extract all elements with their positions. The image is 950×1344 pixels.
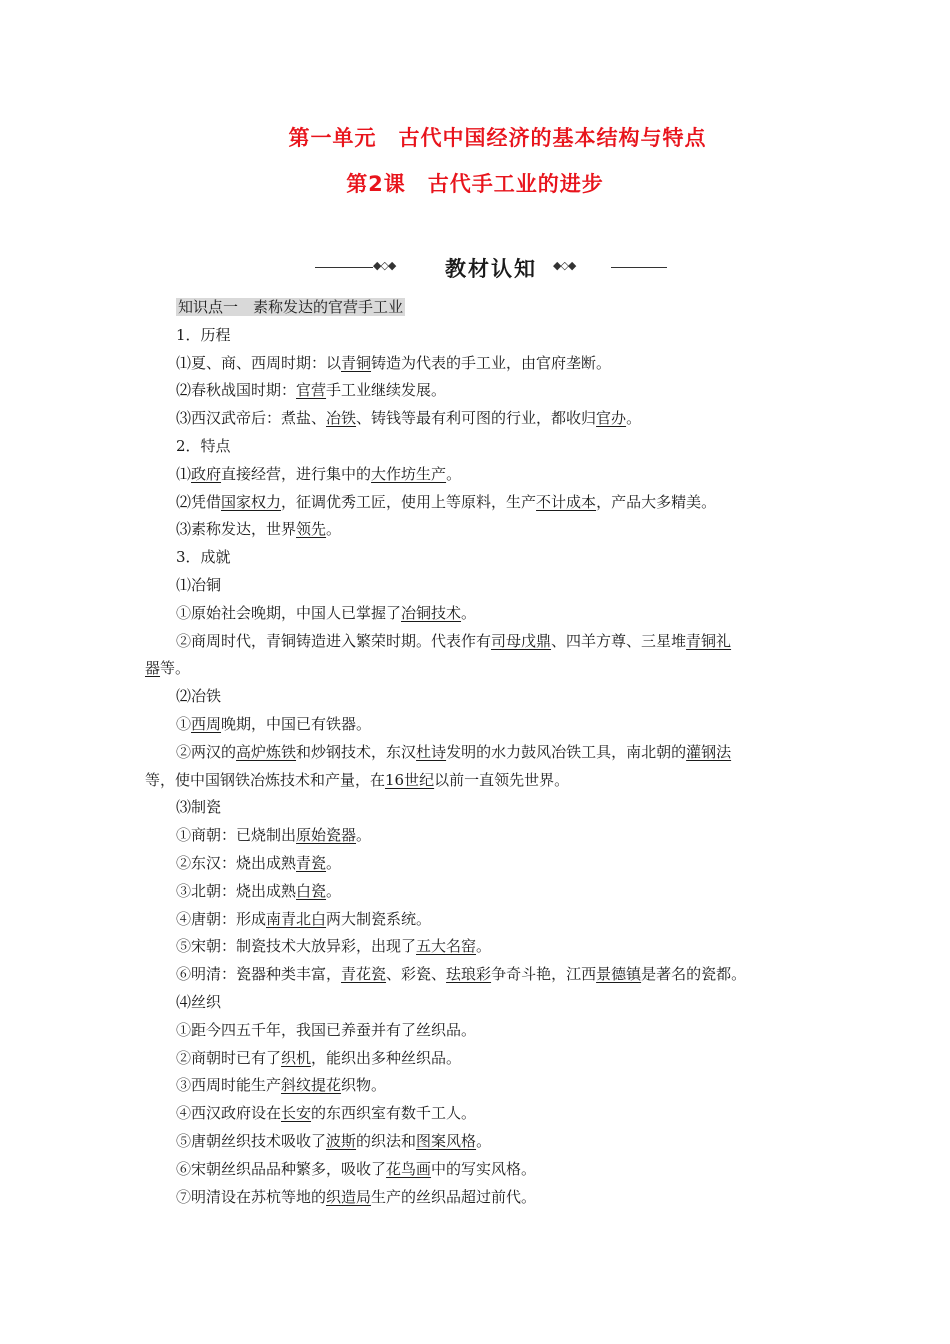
text-line <box>176 1187 536 1207</box>
text-segment: 的东西织室有数千工人。 <box>311 1104 477 1122</box>
text-line <box>176 936 491 956</box>
answer-blank: 图案风格 <box>416 1132 477 1150</box>
text-line <box>176 1159 536 1179</box>
text-line <box>176 992 221 1012</box>
text-segment: 。 <box>326 520 342 538</box>
answer-blank: 器 <box>145 659 161 677</box>
text-segment: ②东汉：烧出成熟 <box>176 854 297 872</box>
text-segment: 。 <box>326 854 342 872</box>
text-segment: ④唐朝：形成 <box>176 910 267 928</box>
answer-blank: 高炉炼铁 <box>236 743 297 761</box>
answer-blank: 灌钢法 <box>686 743 732 761</box>
text-line <box>176 714 371 734</box>
text-segment: ⑥宋朝丝织品品种繁多，吸收了 <box>176 1160 387 1178</box>
text-segment: ① <box>176 715 192 733</box>
text-segment: 的织法和 <box>356 1132 417 1150</box>
section-banner <box>313 252 669 282</box>
banner-left-rule <box>315 267 373 268</box>
text-segment: ③北朝：烧出成熟 <box>176 882 297 900</box>
text-segment: 。 <box>476 1132 492 1150</box>
text-segment: ①原始社会晚期，中国人已掌握了 <box>176 604 402 622</box>
text-line <box>176 436 231 456</box>
text-segment: ⑴冶铜 <box>176 576 222 594</box>
answer-blank: 花鸟画 <box>386 1160 432 1178</box>
answer-blank: 西周 <box>191 715 222 733</box>
text-segment: ②商朝时已有了 <box>176 1049 282 1067</box>
text-line <box>176 909 431 929</box>
answer-blank: 16世纪 <box>385 771 435 789</box>
text-segment: ⑤唐朝丝织技术吸收了 <box>176 1132 327 1150</box>
text-segment: 是著名的瓷都。 <box>641 965 747 983</box>
text-segment: ①商朝：已烧制出 <box>176 826 297 844</box>
answer-blank: 南青北白 <box>266 910 327 928</box>
text-line <box>176 631 731 651</box>
text-line <box>176 853 341 873</box>
section-heading: 知识点一 素称发达的官营手工业 <box>178 298 404 316</box>
banner-right-ornament-icon: ◆◇◆ <box>553 259 576 272</box>
answer-blank: 织造局 <box>326 1188 372 1206</box>
text-segment: 两大制瓷系统。 <box>326 910 432 928</box>
answer-blank: 斜纹提花 <box>281 1076 342 1094</box>
text-segment: 以前一直领先世界。 <box>434 771 570 789</box>
text-line <box>176 575 221 595</box>
answer-blank: 冶铜技术 <box>401 604 462 622</box>
text-segment: ⑵冶铁 <box>176 687 222 705</box>
text-segment: 手工业继续发展。 <box>326 381 447 399</box>
text-line <box>176 603 476 623</box>
answer-blank: 青铜礼 <box>686 632 732 650</box>
text-line <box>176 547 231 567</box>
text-line <box>176 1103 476 1123</box>
answer-blank: 五大名窑 <box>416 937 477 955</box>
text-line <box>176 881 341 901</box>
text-segment: 。 <box>461 604 477 622</box>
answer-blank: 政府 <box>191 465 222 483</box>
text-segment: ⑶西汉武帝后：煮盐、 <box>176 409 327 427</box>
answer-blank: 青铜 <box>341 354 372 372</box>
text-segment: ⑵凭借 <box>176 493 222 511</box>
text-line <box>176 408 641 428</box>
text-segment: 。 <box>356 826 372 844</box>
text-line <box>176 825 371 845</box>
text-segment: 。 <box>626 409 642 427</box>
text-segment: 直接经营，进行集中的 <box>221 465 372 483</box>
text-segment: ，能织出多种丝织品。 <box>311 1049 462 1067</box>
text-line <box>145 770 569 790</box>
answer-blank: 冶铁 <box>326 409 357 427</box>
banner-label: 教材认知 <box>445 257 537 281</box>
text-segment: 发明的水力鼓风冶铁工具，南北朝的 <box>446 743 687 761</box>
text-segment: 1．历程 <box>176 326 231 344</box>
text-segment: ⑤宋朝：制瓷技术大放异彩，出现了 <box>176 937 417 955</box>
answer-blank: 国家权力 <box>221 493 282 511</box>
text-segment: ，征调优秀工匠，使用上等原料，生产 <box>281 493 537 511</box>
text-line <box>176 1048 461 1068</box>
text-segment: ⑷丝织 <box>176 993 222 1011</box>
text-segment: 中的写实风格。 <box>431 1160 537 1178</box>
answer-blank: 珐琅彩 <box>446 965 492 983</box>
answer-blank: 杜诗 <box>416 743 447 761</box>
text-segment: ⑶制瓷 <box>176 798 222 816</box>
text-segment: 、铸钱等最有利可图的行业，都收归 <box>356 409 597 427</box>
text-line <box>176 519 341 539</box>
text-line <box>176 742 731 762</box>
answer-blank: 景德镇 <box>596 965 642 983</box>
answer-blank: 大作坊生产 <box>371 465 447 483</box>
text-line <box>176 297 405 317</box>
text-segment: 和炒钢技术，东汉 <box>296 743 417 761</box>
text-segment: 织物。 <box>341 1076 387 1094</box>
lesson-title: 第2课 古代手工业的进步 <box>346 172 604 196</box>
text-segment: ⑶素称发达，世界 <box>176 520 297 538</box>
text-segment: ，产品大多精美。 <box>596 493 717 511</box>
text-line <box>145 658 190 678</box>
text-segment: 2．特点 <box>176 437 231 455</box>
answer-blank: 不计成本 <box>536 493 597 511</box>
text-line <box>176 686 221 706</box>
text-segment: 。 <box>446 465 462 483</box>
answer-blank: 长安 <box>281 1104 312 1122</box>
text-line <box>176 964 746 984</box>
text-segment: 、彩瓷、 <box>386 965 447 983</box>
text-segment: 、四羊方尊、三星堆 <box>551 632 687 650</box>
answer-blank: 司母戊鼎 <box>491 632 552 650</box>
text-segment: ⑥明清：瓷器种类丰富， <box>176 965 342 983</box>
text-line <box>176 353 611 373</box>
banner-right-rule <box>611 267 667 268</box>
text-segment: 。 <box>476 937 492 955</box>
text-segment: ⑴夏、商、西周时期：以 <box>176 354 342 372</box>
text-line <box>176 464 461 484</box>
text-segment: ⑴ <box>176 465 192 483</box>
banner-left-ornament-icon: ◆◇◆ <box>373 259 396 272</box>
text-segment: ②两汉的 <box>176 743 237 761</box>
text-segment: ④西汉政府设在 <box>176 1104 282 1122</box>
answer-blank: 官营 <box>296 381 327 399</box>
answer-blank: 领先 <box>296 520 327 538</box>
text-segment: 晚期，中国已有铁器。 <box>221 715 372 733</box>
answer-blank: 波斯 <box>326 1132 357 1150</box>
text-segment: 。 <box>326 882 342 900</box>
text-line <box>176 1075 386 1095</box>
answer-blank: 织机 <box>281 1049 312 1067</box>
text-line <box>176 492 716 512</box>
unit-title: 第一单元 古代中国经济的基本结构与特点 <box>288 126 707 150</box>
text-segment: 3．成就 <box>176 548 231 566</box>
answer-blank: 官办 <box>596 409 627 427</box>
text-segment: 铸造为代表的手工业，由官府垄断。 <box>371 354 612 372</box>
text-segment: ②商周时代，青铜铸造进入繁荣时期。代表作有 <box>176 632 492 650</box>
answer-blank: 白瓷 <box>296 882 327 900</box>
answer-blank: 青瓷 <box>296 854 327 872</box>
text-segment: ⑵春秋战国时期： <box>176 381 297 399</box>
text-segment: ①距今四五千年，我国已养蚕并有了丝织品。 <box>176 1021 477 1039</box>
text-line <box>176 1131 491 1151</box>
text-segment: ③西周时能生产 <box>176 1076 282 1094</box>
text-segment: 等。 <box>160 659 191 677</box>
text-segment: 争奇斗艳，江西 <box>491 965 597 983</box>
answer-blank: 原始瓷器 <box>296 826 357 844</box>
text-line <box>176 797 221 817</box>
answer-blank: 青花瓷 <box>341 965 387 983</box>
text-line <box>176 325 231 345</box>
text-segment: ⑦明清设在苏杭等地的 <box>176 1188 327 1206</box>
text-line <box>176 1020 476 1040</box>
text-segment: 等，使中国钢铁冶炼技术和产量，在 <box>145 771 386 789</box>
text-segment: 生产的丝织品超过前代。 <box>371 1188 537 1206</box>
text-line <box>176 380 446 400</box>
